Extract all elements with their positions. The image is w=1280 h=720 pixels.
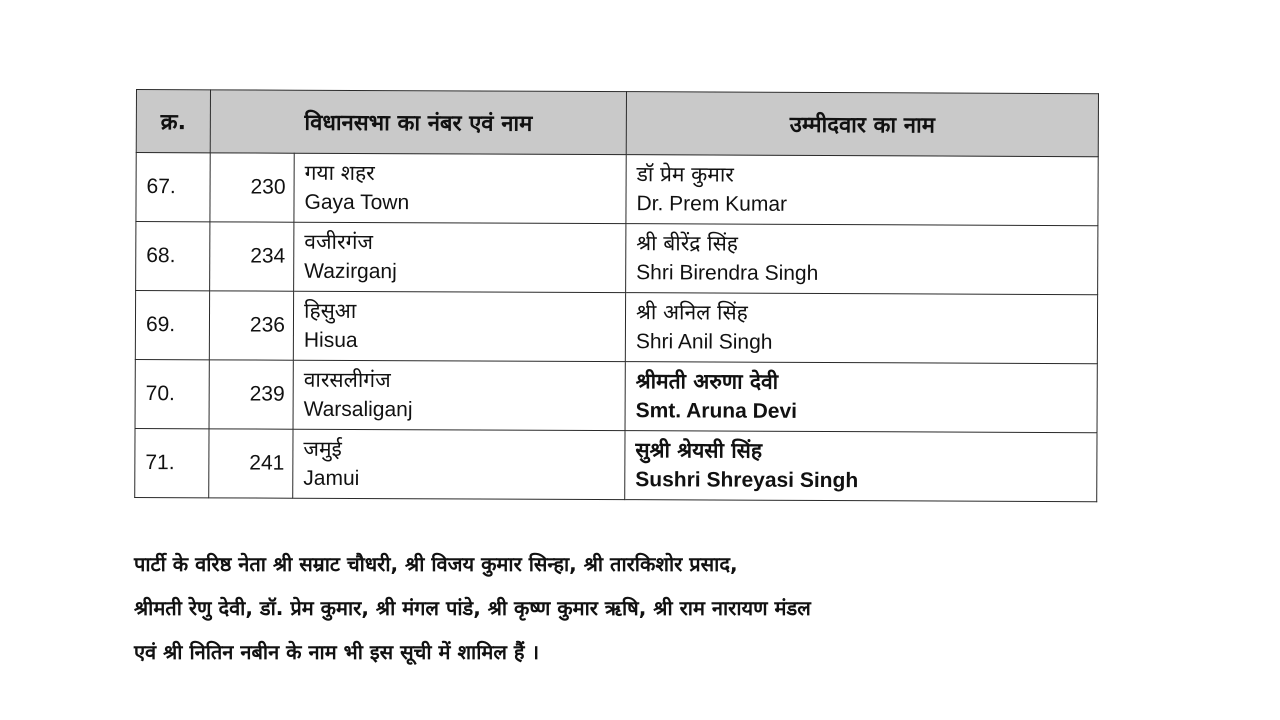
header-serial-number: क्र. [136,90,210,153]
serial-number: 70. [135,359,209,428]
candidate-name [625,431,1097,502]
constituency-name-hindi: गया शहर [304,160,375,185]
table-row [135,428,1097,501]
candidate-name-english: Dr. Prem Kumar [636,192,788,216]
constituency-number: 241 [209,429,293,498]
senior-leaders-note [134,542,1109,674]
constituency-name-hindi: वारसलीगंज [303,367,391,392]
constituency-name-english: Gaya Town [304,190,410,215]
table-header-row [136,90,1098,157]
candidate-name-hindi: सुश्री श्रेयसी सिंह [635,437,763,463]
constituency-name-hindi: हिसुआ [303,298,357,323]
table-row [135,359,1097,432]
candidate-name-english: Smt. Aruna Devi [635,399,798,423]
candidate-name-english: Sushri Shreyasi Singh [635,468,859,493]
constituency-number: 230 [210,153,294,222]
table-row [136,153,1098,226]
candidate-name [625,293,1097,364]
constituency-number: 234 [210,222,294,291]
constituency-name [293,360,625,430]
note-line-1: पार्टी के वरिष्ठ नेता श्री सम्राट चौधरी, श्री विजय कुमार सिन्हा, श्री तारकिशोर प्रसाद, [134,552,738,576]
constituency-name [293,291,625,361]
serial-number: 69. [135,291,209,360]
candidate-name-hindi: डॉ प्रेम कुमार [636,161,734,187]
candidate-name [626,155,1098,226]
candidate-name-hindi: श्री अनिल सिंह [635,299,748,325]
table-row [135,291,1097,364]
constituency-number: 236 [209,291,293,360]
header-constituency: विधानसभा का नंबर एवं नाम [210,90,626,155]
serial-number: 68. [136,222,210,291]
candidate-name-hindi: श्री बीरेंद्र सिंह [636,230,739,256]
constituency-name-english: Jamui [303,466,360,490]
serial-number: 67. [136,153,210,222]
serial-number: 71. [135,428,209,497]
constituency-name-hindi: जमुई [303,436,342,461]
candidate-name-english: Shri Birendra Singh [636,261,819,285]
candidate-name [626,224,1098,295]
constituency-name-hindi: वजीरगंज [304,229,374,254]
note-line-2: श्रीमती रेणु देवी, डॉ. प्रेम कुमार, श्री मंगल पांडे, श्री कृष्ण कुमार ऋषि, श्री राम नारायण मंडल [134,596,811,620]
constituency-number: 239 [209,360,293,429]
candidate-name [625,362,1097,433]
note-line-3: एवं श्री नितिन नबीन के नाम भी इस सूची में शामिल हैं । [134,640,540,664]
constituency-name-english: Warsaliganj [303,397,413,422]
table-row [136,222,1098,295]
constituency-name [294,222,626,292]
candidate-name-english: Shri Anil Singh [635,330,773,354]
candidate-name-hindi: श्रीमती अरुणा देवी [635,368,779,394]
constituency-name-english: Hisua [303,328,358,352]
constituency-name [294,153,626,223]
candidate-table [134,89,1099,502]
header-candidate: उम्मीदवार का नाम [626,92,1098,157]
constituency-name-english: Wazirganj [304,259,397,284]
constituency-name [293,429,625,499]
